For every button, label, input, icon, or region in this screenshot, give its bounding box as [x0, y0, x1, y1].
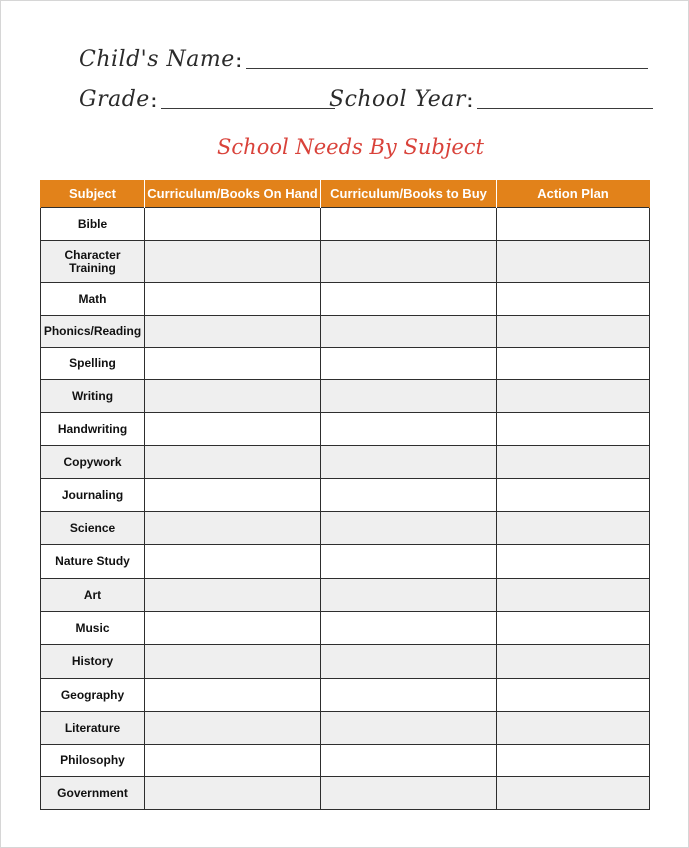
table-row: [41, 446, 650, 479]
school-year-colon: :: [466, 91, 473, 111]
table-header-row: [41, 180, 650, 208]
action-plan-cell[interactable]: [497, 645, 650, 679]
books-on-hand-cell[interactable]: [145, 380, 321, 413]
books-on-hand-cell[interactable]: [145, 645, 321, 679]
books-on-hand-cell[interactable]: [145, 446, 321, 479]
school-needs-table: [40, 180, 650, 810]
books-to-buy-cell[interactable]: [321, 479, 497, 512]
table-row: [41, 745, 650, 777]
action-plan-cell[interactable]: [497, 679, 650, 712]
table-row: [41, 712, 650, 745]
grade-blank[interactable]: [161, 107, 335, 109]
table-row: [41, 777, 650, 810]
books-on-hand-cell[interactable]: [145, 777, 321, 810]
table-row: [41, 316, 650, 348]
books-on-hand-cell[interactable]: [145, 545, 321, 579]
books-to-buy-cell[interactable]: [321, 380, 497, 413]
action-plan-cell[interactable]: [497, 316, 650, 348]
action-plan-cell[interactable]: [497, 348, 650, 380]
books-on-hand-cell[interactable]: [145, 612, 321, 645]
books-on-hand-cell[interactable]: [145, 479, 321, 512]
subject-cell: Journaling: [41, 479, 145, 512]
books-to-buy-cell[interactable]: [321, 446, 497, 479]
table-row: [41, 283, 650, 316]
table-row: [41, 612, 650, 645]
table-row: [41, 241, 650, 283]
subject-cell: Literature: [41, 712, 145, 745]
header-subject: Subject: [41, 180, 145, 208]
books-on-hand-cell[interactable]: [145, 241, 321, 283]
table-row: [41, 579, 650, 612]
action-plan-cell[interactable]: [497, 579, 650, 612]
subject-cell: Phonics/Reading: [41, 316, 145, 348]
books-to-buy-cell[interactable]: [321, 512, 497, 545]
table-row: [41, 645, 650, 679]
table-row: [41, 208, 650, 241]
books-on-hand-cell[interactable]: [145, 679, 321, 712]
books-on-hand-cell[interactable]: [145, 413, 321, 446]
books-to-buy-cell[interactable]: [321, 413, 497, 446]
action-plan-cell[interactable]: [497, 745, 650, 777]
grade-field: [79, 87, 335, 112]
child-name-colon: :: [235, 51, 242, 71]
action-plan-cell[interactable]: [497, 446, 650, 479]
action-plan-cell[interactable]: [497, 479, 650, 512]
books-on-hand-cell[interactable]: [145, 348, 321, 380]
subject-cell: Handwriting: [41, 413, 145, 446]
books-to-buy-cell[interactable]: [321, 712, 497, 745]
page-title: School Needs By Subject: [217, 135, 484, 159]
subject-cell: Bible: [41, 208, 145, 241]
books-to-buy-cell[interactable]: [321, 241, 497, 283]
books-to-buy-cell[interactable]: [321, 579, 497, 612]
subject-cell: Math: [41, 283, 145, 316]
header-books-to-buy: Curriculum/Books to Buy: [321, 180, 497, 208]
action-plan-cell[interactable]: [497, 545, 650, 579]
subject-cell: Art: [41, 579, 145, 612]
grade-label: Grade: [79, 87, 150, 112]
books-on-hand-cell[interactable]: [145, 316, 321, 348]
grade-colon: :: [150, 91, 157, 111]
books-to-buy-cell[interactable]: [321, 283, 497, 316]
action-plan-cell[interactable]: [497, 413, 650, 446]
school-year-field: [329, 87, 653, 112]
books-to-buy-cell[interactable]: [321, 348, 497, 380]
subject-cell: History: [41, 645, 145, 679]
books-to-buy-cell[interactable]: [321, 645, 497, 679]
table-row: [41, 545, 650, 579]
header-books-on-hand: Curriculum/Books On Hand: [145, 180, 321, 208]
school-year-blank[interactable]: [477, 107, 653, 109]
action-plan-cell[interactable]: [497, 380, 650, 413]
subject-cell: Character Training: [41, 241, 145, 283]
books-on-hand-cell[interactable]: [145, 745, 321, 777]
subject-cell: Nature Study: [41, 545, 145, 579]
action-plan-cell[interactable]: [497, 283, 650, 316]
header-action-plan: Action Plan: [497, 180, 650, 208]
books-to-buy-cell[interactable]: [321, 679, 497, 712]
subject-cell: Copywork: [41, 446, 145, 479]
books-on-hand-cell[interactable]: [145, 283, 321, 316]
action-plan-cell[interactable]: [497, 512, 650, 545]
action-plan-cell[interactable]: [497, 712, 650, 745]
action-plan-cell[interactable]: [497, 208, 650, 241]
table-row: [41, 348, 650, 380]
subject-cell: Spelling: [41, 348, 145, 380]
subject-cell: Science: [41, 512, 145, 545]
books-to-buy-cell[interactable]: [321, 612, 497, 645]
books-to-buy-cell[interactable]: [321, 777, 497, 810]
books-on-hand-cell[interactable]: [145, 712, 321, 745]
child-name-field: [79, 47, 648, 72]
subject-cell: Government: [41, 777, 145, 810]
action-plan-cell[interactable]: [497, 241, 650, 283]
books-to-buy-cell[interactable]: [321, 208, 497, 241]
subject-cell: Music: [41, 612, 145, 645]
subject-cell: Writing: [41, 380, 145, 413]
books-to-buy-cell[interactable]: [321, 316, 497, 348]
action-plan-cell[interactable]: [497, 777, 650, 810]
table-row: [41, 380, 650, 413]
child-name-blank[interactable]: [246, 67, 648, 69]
table-row: [41, 512, 650, 545]
subject-cell: Geography: [41, 679, 145, 712]
books-on-hand-cell[interactable]: [145, 512, 321, 545]
table-row: [41, 679, 650, 712]
books-on-hand-cell[interactable]: [145, 579, 321, 612]
school-year-label: School Year: [329, 87, 466, 112]
action-plan-cell[interactable]: [497, 612, 650, 645]
books-to-buy-cell[interactable]: [321, 745, 497, 777]
table-row: [41, 413, 650, 446]
table-body: [41, 208, 650, 810]
child-name-label: Child's Name: [79, 47, 235, 72]
subject-cell: Philosophy: [41, 745, 145, 777]
table-row: [41, 479, 650, 512]
books-to-buy-cell[interactable]: [321, 545, 497, 579]
books-on-hand-cell[interactable]: [145, 208, 321, 241]
